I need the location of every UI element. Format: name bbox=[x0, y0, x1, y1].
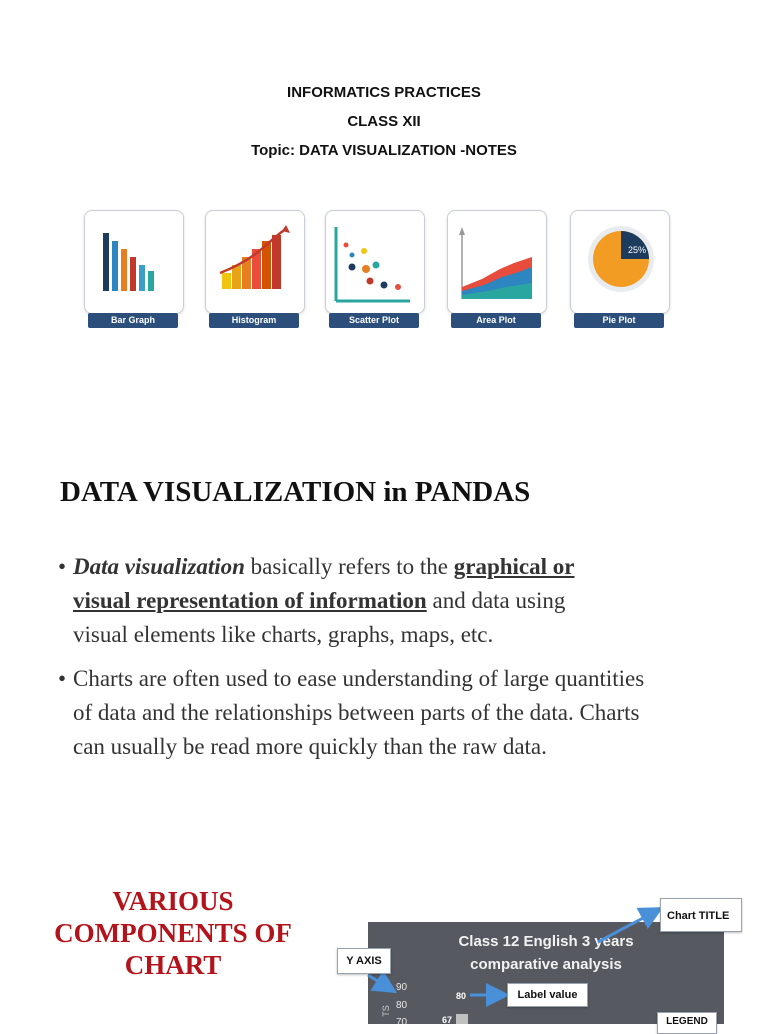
term-data-visualization: Data visualization bbox=[73, 554, 245, 579]
sample-chart-title-line-1: Class 12 English 3 years bbox=[458, 933, 634, 950]
pie-percent-label: 25% bbox=[628, 245, 647, 255]
components-line-3: CHART bbox=[124, 950, 222, 980]
bullet-text: and data using bbox=[426, 588, 566, 613]
callout-label-value: Label value bbox=[507, 983, 588, 1007]
components-line-2: COMPONENTS OF bbox=[54, 918, 292, 948]
y-tick: 90 bbox=[396, 982, 408, 993]
area-plot-label: Area Plot bbox=[451, 313, 541, 328]
sample-chart-title-line-2: comparative analysis bbox=[470, 956, 622, 973]
arrow-y-axis bbox=[368, 975, 392, 990]
bullet-line: can usually be read more quickly than the raw data. bbox=[73, 734, 547, 759]
components-line-1: VARIOUS bbox=[112, 886, 234, 916]
y-axis-name: TS bbox=[380, 1005, 391, 1017]
pie-plot-label: Pie Plot bbox=[574, 313, 664, 328]
y-tick: 70 bbox=[396, 1017, 408, 1024]
header-line-3: Topic: DATA VISUALIZATION -NOTES bbox=[251, 142, 517, 159]
bullet-line: visual elements like charts, graphs, maps, etc. bbox=[73, 622, 494, 647]
arrow-chart-title bbox=[598, 910, 658, 942]
bullet-text: Charts are often used to ease understanding of large quantities bbox=[73, 666, 645, 691]
callout-chart-title: Chart TITLE bbox=[660, 898, 742, 932]
data-label: 67 bbox=[442, 1015, 453, 1024]
data-label: 80 bbox=[456, 991, 467, 1001]
underlined-phrase-2: visual representation of information bbox=[73, 588, 427, 613]
bar-graph-label: Bar Graph bbox=[88, 313, 178, 328]
underlined-phrase-1: graphical or bbox=[453, 554, 575, 579]
bullet-text: basically refers to the bbox=[244, 554, 454, 579]
header-line-2: CLASS XII bbox=[347, 113, 421, 130]
bullet-dot: • bbox=[58, 666, 67, 691]
histogram-label: Histogram bbox=[209, 313, 299, 328]
callout-y-axis: Y AXIS bbox=[337, 948, 391, 974]
header-line-1: INFORMATICS PRACTICES bbox=[287, 84, 481, 101]
bullet-line: of data and the relationships between parts of the data. Charts bbox=[73, 700, 640, 725]
y-tick: 80 bbox=[396, 1000, 408, 1011]
bullet-dot: • bbox=[58, 554, 67, 579]
callout-legend: LEGEND bbox=[657, 1012, 717, 1034]
section-title: DATA VISUALIZATION in PANDAS bbox=[60, 476, 531, 508]
scatter-plot-label: Scatter Plot bbox=[329, 313, 419, 328]
